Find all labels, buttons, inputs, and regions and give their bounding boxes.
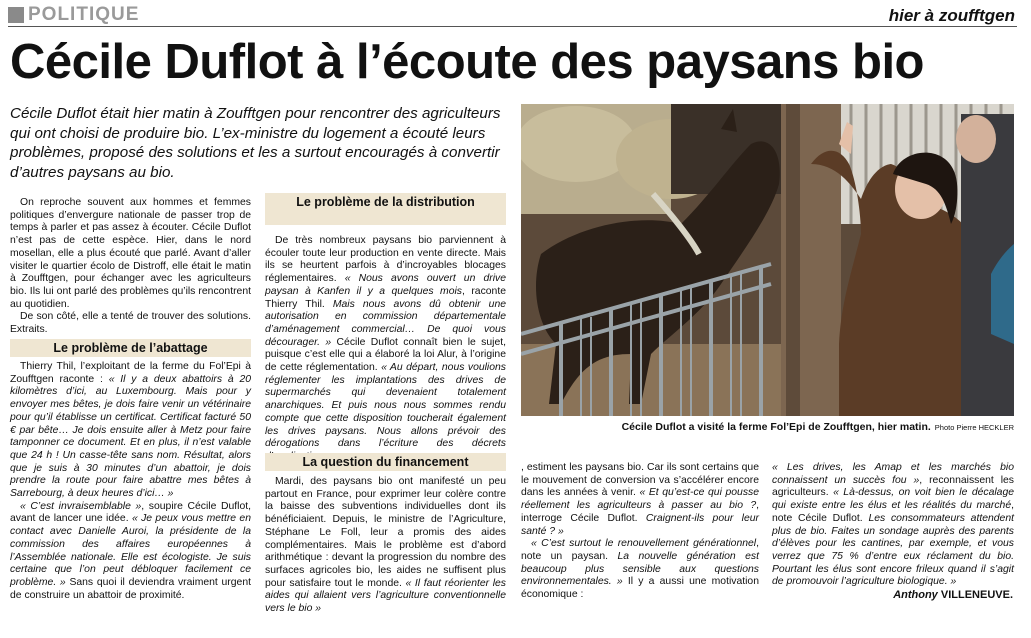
author-last-name: VILLENEUVE. xyxy=(940,589,1013,601)
article-photo xyxy=(521,104,1014,416)
column-2 xyxy=(265,235,506,464)
financement-text-6: , reconnaissent les agriculteurs. xyxy=(772,474,1014,499)
financement-quote-2: « Et qu’est-ce qui pousse réellement les agriculteurs à passer au bio ? xyxy=(521,487,759,512)
financement-quote-3: Craignent-ils pour leur santé ? » xyxy=(521,512,759,537)
financement-quote-7: « Là-dessus, on voit bien le décalage qui existe entre les élus et les réalités du marché xyxy=(772,487,1015,512)
goat-farm-photo-illustration xyxy=(521,104,1014,416)
photo-credit: Photo Pierre HECKLER xyxy=(934,423,1014,432)
intro-paragraph-2: De son côté, elle a tenté de trouver des solutions. Extraits. xyxy=(10,311,251,336)
distribution-quote-1: « Nous avons ouvert un drive paysan à Kanfen il y a quelques mois xyxy=(265,273,506,297)
financement-quote-6: « Les drives, les Amap et les marchés bio connaissent un succès fou » xyxy=(772,462,1014,486)
abattage-quote-2: « C’est invraisemblable » xyxy=(20,500,142,512)
abattage-quote: « Il y a deux abattoirs à 20 kilomètres d’ici, au Luxembourg. Mais pour y envoyer mes bêtes, je dois faire venir un vétérinaire pour qu’il établisse un certificat. Certificat facturé 50 € par bête… Je dois ensuite aller à Metz pour faire tamponner ce document. Et en plus, il n’est valable que 24 h ! Un casse-tête sans nom. Résultat, alors que je suis à 30 minutes d’un abattoir, je dois prendre la route pour faire abattre mes bêtes à Sarrebourg, à deux heures d’ici… » xyxy=(10,373,251,500)
column-1 xyxy=(10,197,251,337)
financement-quote-8: Les consommateurs attendent plus de bio. Faites un sondage auprès des parents d’élèves pour les cantines, par exemple, et vous verrez que 75 % d’entre eux réclament du bio. Pourtant les élus sont encore frileux quand il s’agit de promouvoir l’agriculture biologique. » xyxy=(772,512,1014,588)
distribution-quote-2: Mais nous avons dû obtenir une autorisation en commission départementale d’aménagement commercial… De quoi vous décourager. » xyxy=(265,298,506,348)
distribution-quote-3: « Au départ, nous voulions réglementer les implantations des drives de supermarchés qui devenaient totalement anarchiques. Et puis nous nous sommes rendu compte que cette disposition toucherait également les drives paysans. Nous allons prévoir des dérogations dans l’écriture des décrets xyxy=(265,362,506,450)
distribution-text: De très nombreux paysans bio parviennent à écouler toute leur production en vente directe. Mais ils se heurtent parfois à d’incroyables blocages réglementaires. xyxy=(265,235,506,285)
financement-text: Mardi, des paysans bio ont manifesté un peu partout en France, pour exprimer leur colère contre la baisse des subventions individuelles dont ils bénéficiaient. Depuis, le ministre de l’Agriculture, Stéphane Le Foll, leur a promis des aides complémentaires. Mais le problème est d’abord arithmétique : devant la progression du nombre des surfaces agricoles bio, les aides ne suffisent plus pour satisfaire tout le monde. xyxy=(265,476,506,589)
financement-text-2: , estiment les paysans bio. Car ils sont certains que le mouvement de conversion va s’accélérer encore dans les années à venir. xyxy=(521,462,759,499)
financement-paragraph-1-cont xyxy=(521,462,759,538)
subhead-financement: La question du financement xyxy=(265,453,506,471)
financement-quote-4: « C’est surtout le renouvellement générationnel xyxy=(531,538,757,550)
abattage-paragraph-1 xyxy=(10,361,251,501)
financement-text-3: , interroge Cécile Duflot. xyxy=(521,500,759,524)
abattage-text-3: Sans quoi il deviendra vraiment urgent de construire un abattoir de proximité. xyxy=(10,576,251,601)
rubric-label: POLITIQUE xyxy=(28,4,140,25)
abattage-text-2: , soupire Cécile Duflot, avant de lancer une idée. xyxy=(10,500,251,525)
financement-text-4: , note un paysan. xyxy=(521,538,759,562)
abattage-paragraph-2 xyxy=(10,501,251,603)
article-lead: Cécile Duflot était hier matin à Zoufftgen pour rencontrer des agriculteurs qui ont choisi de produire bio. L’ex-ministre du logement a écouté leurs problèmes, proposé des solutions et les a surtout encouragés à convertir d’autres paysans au bio. xyxy=(10,105,501,181)
section-rubric xyxy=(8,4,139,26)
column-1-section xyxy=(10,361,251,602)
financement-quote-5: La nouvelle génération est beaucoup plus sensible aux questions environnementales. » xyxy=(521,550,759,588)
distribution-text-2: , raconte Thierry Thil. xyxy=(265,285,506,310)
financement-paragraph-3 xyxy=(772,462,1014,589)
abattage-text: Thierry Thil, l’exploitant de la ferme du Fol’Epi à Zoufftgen raconte : xyxy=(10,361,251,385)
distribution-text-3: Cécile Duflot connaît bien le sujet, puisque c’est elle qui a élaboré la loi Alur, à l’origine de cette réglementation. xyxy=(265,336,506,374)
financement-text-7: , note Cécile Duflot. xyxy=(772,500,1014,524)
intro-paragraph-1: On reproche souvent aux hommes et femmes politiques d’envergure nationale de passer trop de temps à parler et pas assez à écouter. Cécile Duflot n’est pas de cette espèce. Hier, dans le nord mosellan, elle a plus écouté que parlé. Avant d’aller visiter le quartier écolo de Distroff, elle était le matin à Zoufftgen, pour échanger avec les agriculteurs bio. Ils lui ont parlé des problèmes qu’ils rencontrent au quotidien. xyxy=(10,197,251,310)
photo-caption xyxy=(521,421,1014,433)
header-rule xyxy=(8,26,1017,27)
author-first-name: Anthony xyxy=(893,589,941,601)
subhead-distribution: Le problème de la distribution xyxy=(265,193,506,225)
article-author xyxy=(893,589,1013,601)
column-4 xyxy=(772,462,1014,589)
article-headline: Cécile Duflot à l’écoute des paysans bio xyxy=(10,35,924,89)
financement-paragraph-1 xyxy=(265,476,506,616)
financement-text-5: Il y a aussi une motivation économique : xyxy=(521,576,759,601)
subhead-abattage: Le problème de l’abattage xyxy=(10,339,251,357)
dateline-place: hier à zoufftgen xyxy=(888,6,1015,25)
caption-text: Cécile Duflot a visité la ferme Fol’Epi de Zoufftgen, hier matin. xyxy=(621,421,931,433)
distribution-paragraph xyxy=(265,235,506,464)
abattage-quote-3: « Je peux vous mettre en contact avec Danielle Auroi, la présidente de la commission des affaires européennes à l’Assemblée nationale. Elle est écologiste. Je suis certaine que l’on peut débloquer facilement ce problème. » xyxy=(10,513,251,588)
financement-paragraph-2 xyxy=(521,538,759,602)
column-2-section xyxy=(265,476,506,616)
financement-quote: « Il faut réorienter les aides qui allaient vers l’agriculture conventionnelle vers le bio » xyxy=(265,577,506,615)
column-3 xyxy=(521,462,759,602)
rubric-square-icon xyxy=(8,7,24,23)
